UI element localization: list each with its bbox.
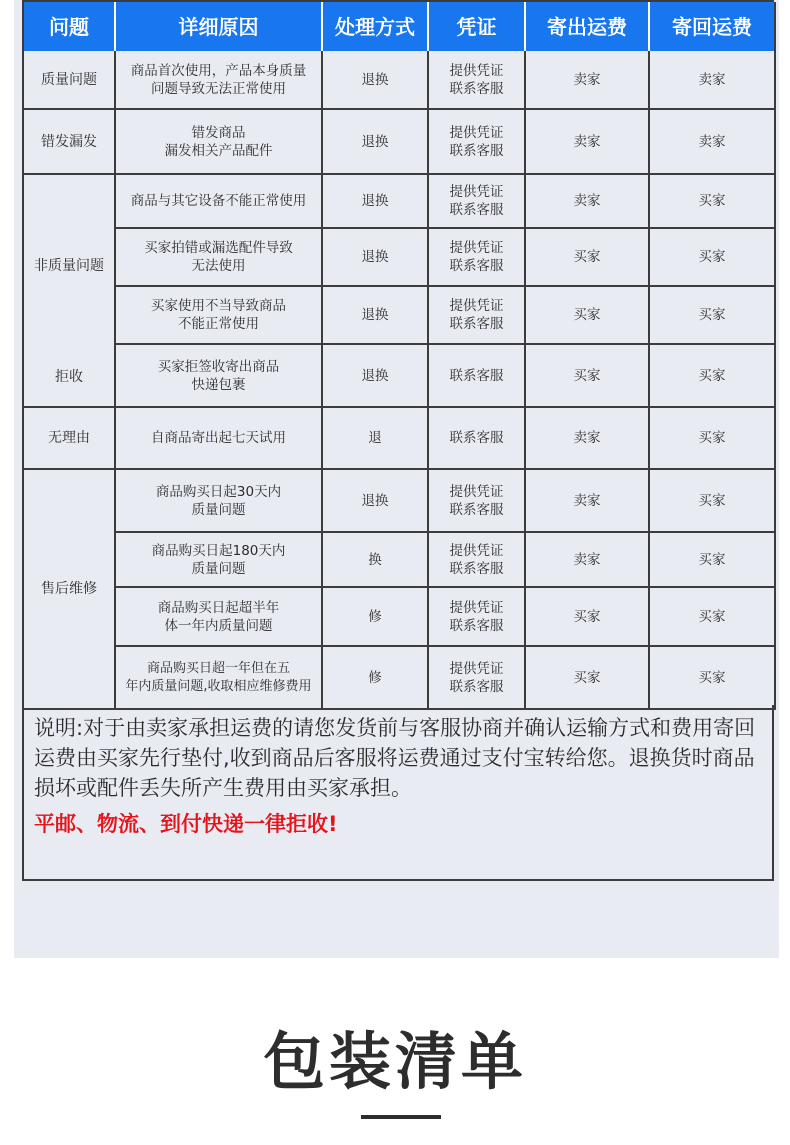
row-reason: 买家拍错或漏选配件导致 无法使用 bbox=[116, 229, 323, 287]
row-return-fee: 买家 bbox=[650, 408, 776, 470]
category-after-sales: 售后维修 bbox=[24, 470, 116, 710]
row-proof: 提供凭证 联系客服 bbox=[429, 287, 526, 345]
row-send-fee: 买家 bbox=[526, 287, 650, 345]
header-return-fee: 寄回运费 bbox=[650, 2, 776, 51]
row-method: 退换 bbox=[323, 470, 429, 533]
title-underline bbox=[361, 1115, 441, 1119]
policy-note bbox=[22, 705, 774, 881]
row-return-fee: 买家 bbox=[650, 470, 776, 533]
row-reason: 买家使用不当导致商品 不能正常使用 bbox=[116, 287, 323, 345]
row-return-fee: 买家 bbox=[650, 533, 776, 588]
row-return-fee: 买家 bbox=[650, 588, 776, 647]
row-method: 换 bbox=[323, 533, 429, 588]
row-method: 退 bbox=[323, 408, 429, 470]
row-method: 退换 bbox=[323, 229, 429, 287]
row-send-fee: 卖家 bbox=[526, 110, 650, 175]
row-return-fee: 买家 bbox=[650, 229, 776, 287]
policy-note-text: 说明:对于由卖家承担运费的请您发货前与客服协商并确认运输方式和费用寄回运费由买家先行垫付,收到商品后客服将运费通过支付宝转给您。退换货时商品损坏或配件丢失所产生费用由买家承担。 bbox=[34, 716, 756, 800]
row-proof: 提供凭证 联系客服 bbox=[429, 175, 526, 229]
row-send-fee: 卖家 bbox=[526, 51, 650, 110]
row-method: 退换 bbox=[323, 345, 429, 408]
row-return-fee: 买家 bbox=[650, 345, 776, 408]
row-proof: 提供凭证 联系客服 bbox=[429, 110, 526, 175]
row-proof: 提供凭证 联系客服 bbox=[429, 51, 526, 110]
row-proof: 提供凭证 联系客服 bbox=[429, 229, 526, 287]
category-non-quality-group bbox=[24, 175, 116, 408]
row-method: 修 bbox=[323, 647, 429, 710]
row-return-fee: 卖家 bbox=[650, 51, 776, 110]
row-proof: 提供凭证 联系客服 bbox=[429, 533, 526, 588]
row-send-fee: 买家 bbox=[526, 647, 650, 710]
row-reason: 买家拒签收寄出商品 快递包裹 bbox=[116, 345, 323, 408]
row-send-fee: 卖家 bbox=[526, 408, 650, 470]
row-send-fee: 卖家 bbox=[526, 533, 650, 588]
rejection-warning: 平邮、物流、到付快递一律拒收! bbox=[34, 812, 338, 836]
row-send-fee: 买家 bbox=[526, 229, 650, 287]
row-method: 修 bbox=[323, 588, 429, 647]
header-send-fee: 寄出运费 bbox=[526, 2, 650, 51]
section-title: 包装清单 bbox=[262, 1025, 527, 1098]
header-issue: 问题 bbox=[24, 2, 116, 51]
row-return-fee: 买家 bbox=[650, 287, 776, 345]
row-proof: 联系客服 bbox=[429, 408, 526, 470]
row-reason: 商品购买日起超半年 体一年内质量问题 bbox=[116, 588, 323, 647]
category-no-reason: 无理由 bbox=[24, 408, 116, 470]
row-proof: 提供凭证 联系客服 bbox=[429, 470, 526, 533]
row-reason: 商品与其它设备不能正常使用 bbox=[116, 175, 323, 229]
row-method: 退换 bbox=[323, 51, 429, 110]
row-return-fee: 卖家 bbox=[650, 110, 776, 175]
row-method: 退换 bbox=[323, 175, 429, 229]
return-policy-table bbox=[22, 0, 774, 705]
header-reason: 详细原因 bbox=[116, 2, 323, 51]
row-reason: 商品购买日超一年但在五 年内质量问题,收取相应维修费用 bbox=[116, 647, 323, 710]
row-send-fee: 卖家 bbox=[526, 175, 650, 229]
category-reject: 拒收 bbox=[55, 369, 83, 385]
category-quality: 质量问题 bbox=[24, 51, 116, 110]
row-return-fee: 买家 bbox=[650, 647, 776, 710]
row-proof: 联系客服 bbox=[429, 345, 526, 408]
row-reason: 商品首次使用，产品本身质量 问题导致无法正常使用 bbox=[116, 51, 323, 110]
row-send-fee: 卖家 bbox=[526, 470, 650, 533]
row-send-fee: 买家 bbox=[526, 588, 650, 647]
row-proof: 提供凭证 联系客服 bbox=[429, 647, 526, 710]
row-reason: 商品购买日起30天内 质量问题 bbox=[116, 470, 323, 533]
category-non-quality: 非质量问题 bbox=[34, 258, 104, 274]
row-return-fee: 买家 bbox=[650, 175, 776, 229]
header-proof: 凭证 bbox=[429, 2, 526, 51]
row-proof: 提供凭证 联系客服 bbox=[429, 588, 526, 647]
row-send-fee: 买家 bbox=[526, 345, 650, 408]
row-reason: 错发商品 漏发相关产品配件 bbox=[116, 110, 323, 175]
row-method: 退换 bbox=[323, 287, 429, 345]
row-method: 退换 bbox=[323, 110, 429, 175]
row-reason: 自商品寄出起七天试用 bbox=[116, 408, 323, 470]
header-method: 处理方式 bbox=[323, 2, 429, 51]
row-reason: 商品购买日起180天内 质量问题 bbox=[116, 533, 323, 588]
category-wrong-shipment: 错发漏发 bbox=[24, 110, 116, 175]
